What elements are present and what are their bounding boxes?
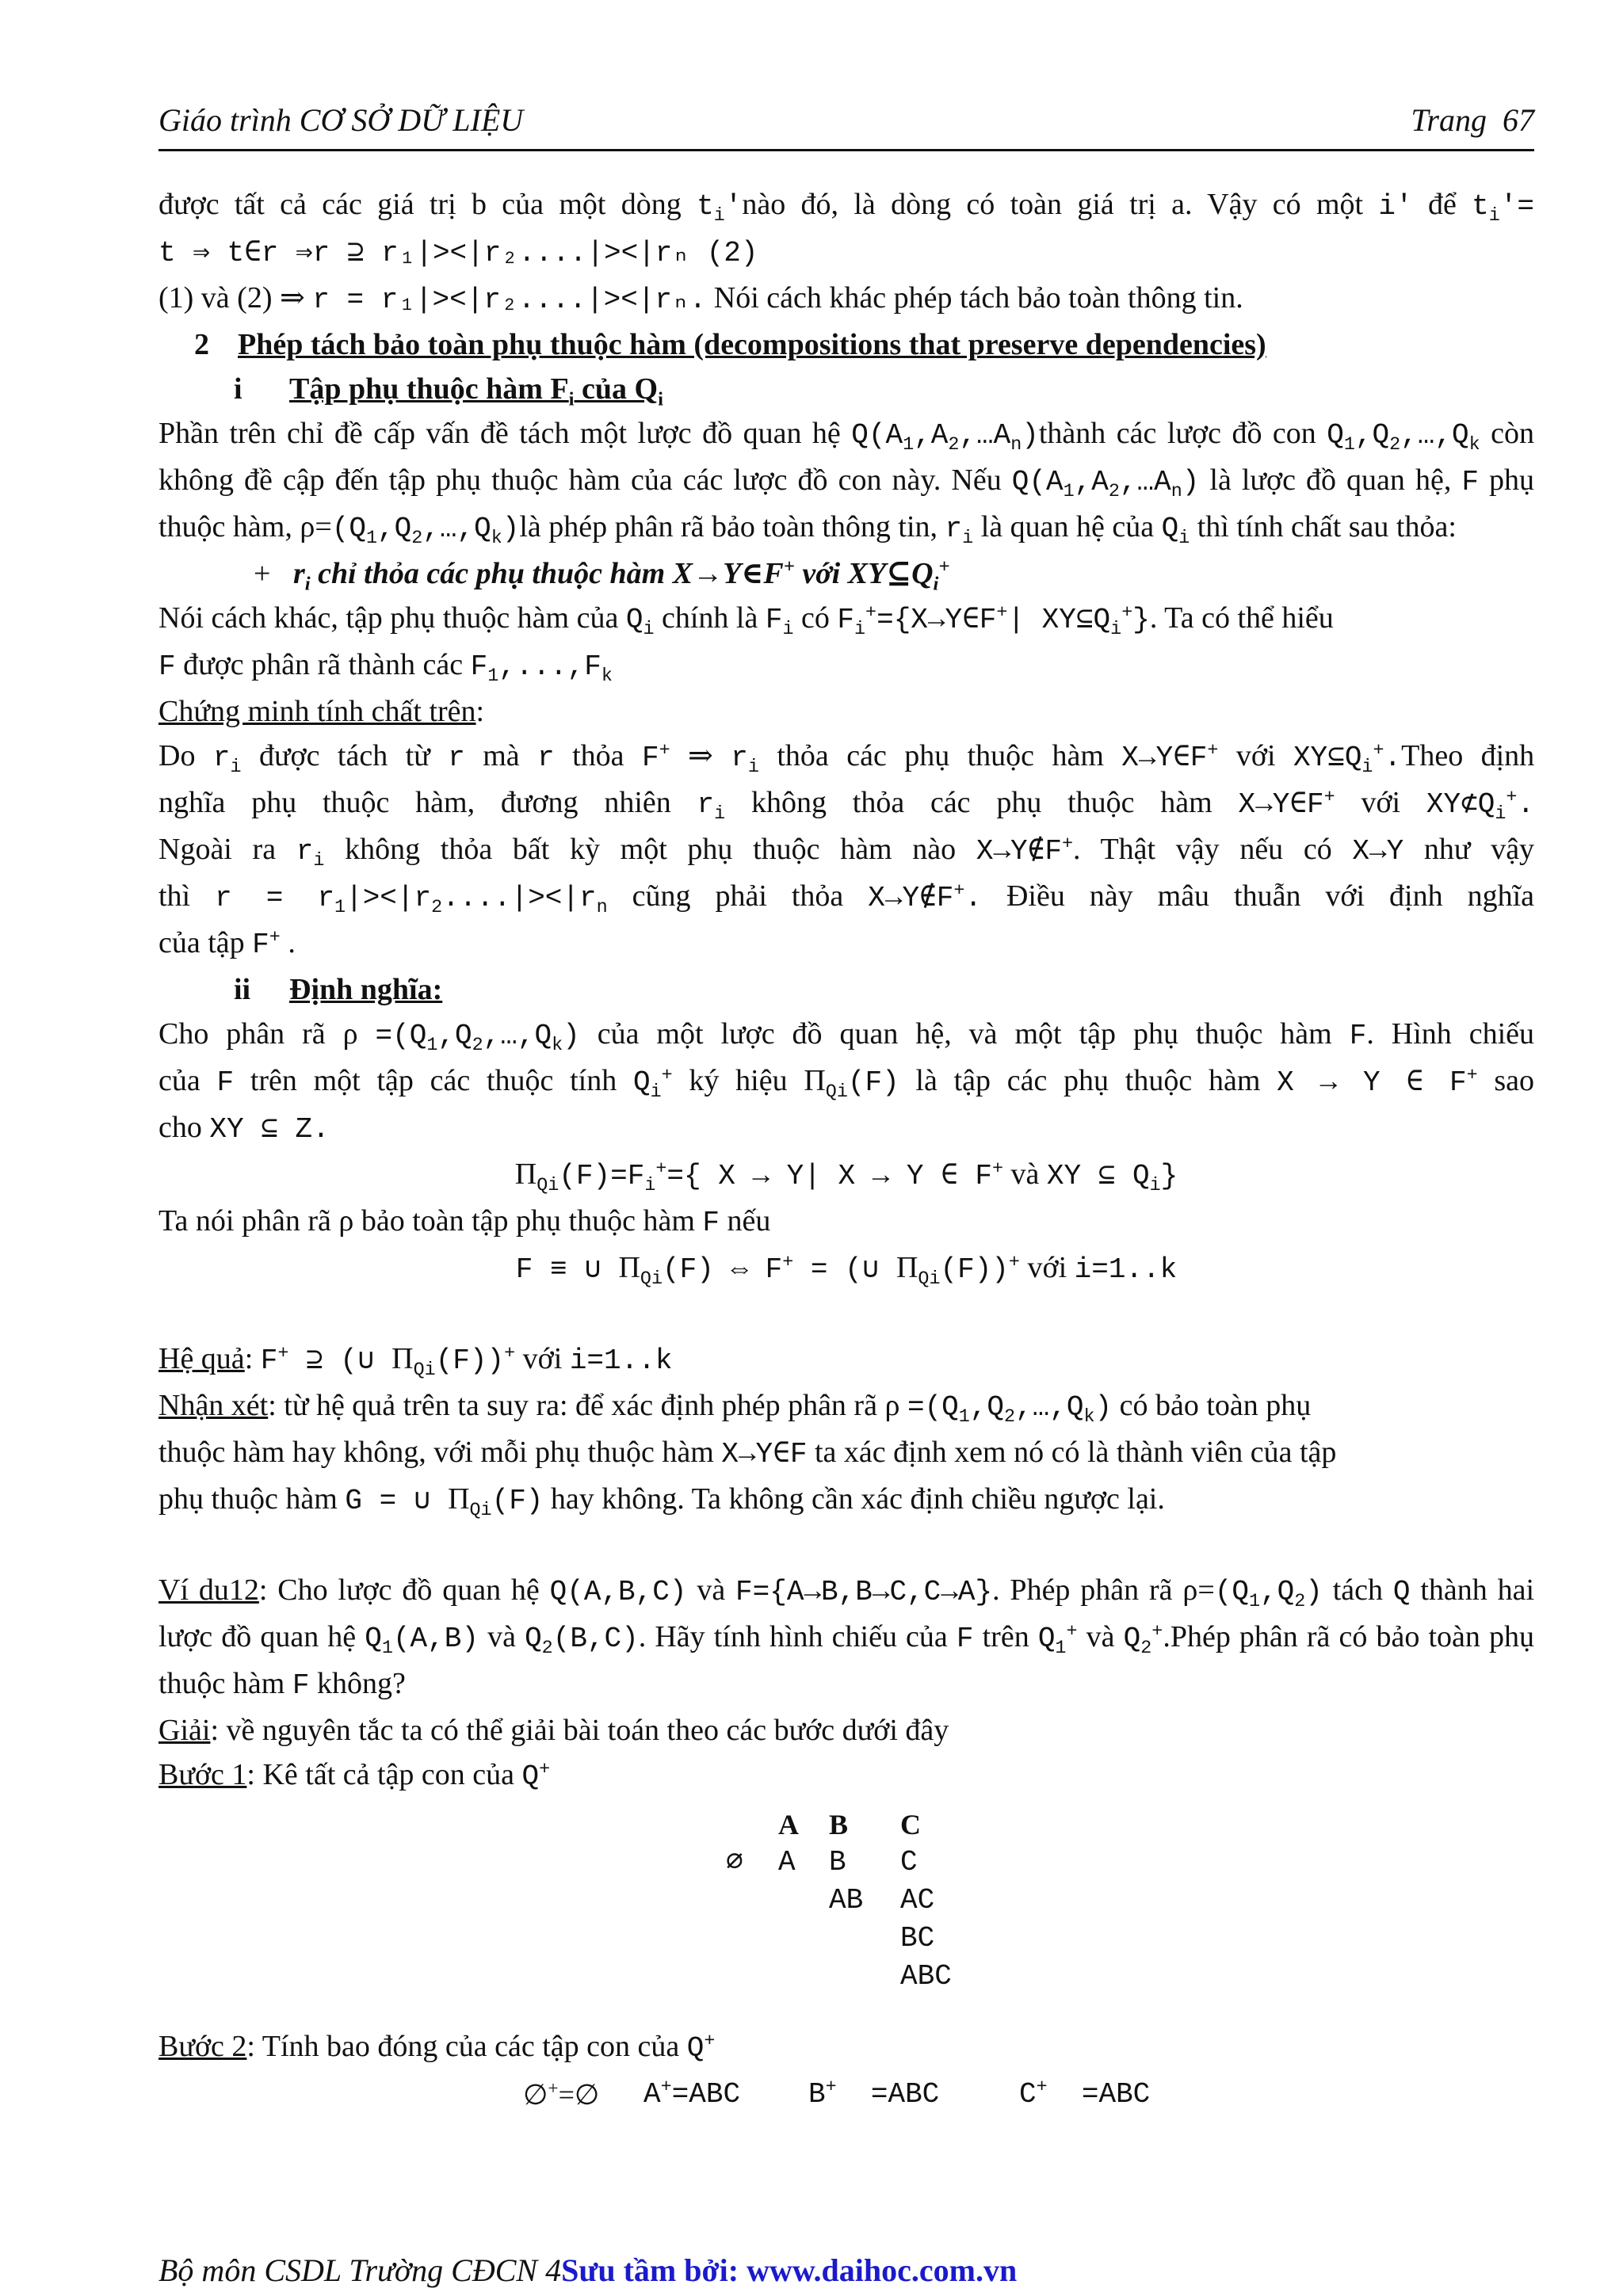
definition-line-3: cho XY ⊆ Z. xyxy=(158,1111,330,1146)
step-1: Bước 1: Kê tất cả tập con của Q+ xyxy=(158,1758,551,1793)
proof-line-2: nghĩa phụ thuộc hàm, đương nhiên $r_i$ không thỏa các phụ thuộc hàm X→Y∈F+ với $XY⊄Q_i^+$. xyxy=(158,786,1535,826)
paragraph-continuation: được tất cả các giá trị b của một dòng $t_i'nào$ đó, là dòng có toàn giá trị a. Vậy có một i′ để $t_i'=$ xyxy=(158,188,1535,227)
subset-bc: BC xyxy=(900,1922,935,1955)
subset-c: C xyxy=(900,1846,918,1878)
subsection-heading-ii: ii Định nghĩa: xyxy=(234,973,443,1006)
proof-line-1: Do $r_i$ được tách từ r mà r thỏa F+ ⇒ $r_i$ thỏa các phụ thuộc hàm X→Y∈F+ với $XY⊆Q_i^+.Theo$ định xyxy=(158,739,1535,779)
page-header xyxy=(158,101,1534,151)
document-title: Giáo trình CƠ SỞ DỮ LIỆU xyxy=(158,102,524,138)
closure-a: A+ =ABC xyxy=(643,2077,741,2111)
page-number: Trang 67 xyxy=(1411,102,1534,138)
spacer xyxy=(158,1524,1534,1568)
corollary: Hệ quả: F+ ⊇ (∪ $\Pi_{Qi}(F))^+$ với i=1..k xyxy=(158,1342,673,1382)
col-header-c: C xyxy=(900,1809,921,1840)
definition-line-1: Cho phân rã $\rho =(Q_1,Q_2,\dots,Q_k)$ của một lược đồ quan hệ, và một tập phụ thuộc hàm F. Hình chiếu xyxy=(158,1017,1535,1057)
page-body xyxy=(158,182,1534,2119)
col-header-b: B xyxy=(829,1809,849,1840)
source-credit: Sưu tầm bởi: www.daihoc.com.vn xyxy=(561,2252,1018,2288)
preservation-statement: Ta nói phân rã ρ bảo toàn tập phụ thuộc hàm F nếu xyxy=(158,1204,771,1239)
closure-empty: ∅+=∅ xyxy=(523,2078,600,2111)
step-2: Bước 2: Tính bao đóng của các tập con của Q+ xyxy=(158,2030,716,2065)
proof-line-4: thì $r = r_1|><|r_2....|><|r_n$ cũng phải thỏa X→Y∉F+. Điều này mâu thuẫn với định nghĩa xyxy=(158,879,1534,919)
closure-row xyxy=(158,2071,1534,2119)
property-bullet: + $r_i$ chỉ thỏa các phụ thuộc hàm X→Y∈F+ với $XY⊆Q_i^+$ xyxy=(254,555,950,595)
subsection-heading-i: i Tập phụ thuộc hàm $F_i$ của $Q_i$ xyxy=(234,372,663,410)
paragraph-intro: Phần trên chỉ đề cấp vấn đề tách một lược đồ quan hệ $Q(A_1,A_2,\dots A_n)thành$ các lược đồ con $Q_1,Q_2,\dots,Q_k$ còn không đề cập đến tập phụ thuộc hàm của các lược đồ con này. Nếu $Q(A_1,A_2,\dots A_n)$ là lược đồ quan hệ, F phụ thuộc hàm, $\rho=(Q_1,Q_2,\dots,Q_k)là$ phép phân rã bảo toàn thông tin, $r_i$ là quan hệ của $Q_i$ thì tính chất sau thỏa: xyxy=(158,417,1535,550)
proof-label: Chứng minh tính chất trên: xyxy=(158,695,485,728)
subset-table xyxy=(158,1802,1534,2024)
preservation-formula: F ≡ ∪ $\Pi_{Qi}(F)$ ⇔ F+ = (∪ $\Pi_{Qi}(F))^+$ với i=1..k xyxy=(515,1251,1178,1291)
subset-b: B xyxy=(829,1846,846,1878)
paragraph-restate: Nói cách khác, tập phụ thuộc hàm của $Q_i$ chính là $F_i$ có $F_i^+=\{X\to Y\in F^+|$ $XY⊆Q_i^+$}. Ta có thể hiểu F được phân rã thành các $F_1,...,F_k$ xyxy=(158,601,1334,688)
section-heading: 2 Phép tách bảo toàn phụ thuộc hàm (decompositions that preserve dependencies) xyxy=(194,328,1266,361)
solution: Giải: về nguyên tắc ta có thể giải bài toán theo các bước dưới đây xyxy=(158,1714,949,1747)
subset-ac: AC xyxy=(900,1884,935,1917)
closure-b: B+ =ABC xyxy=(808,2077,940,2111)
subset-empty: ∅ xyxy=(726,1846,743,1878)
formula-line: t ⇒ t∈r ⇒r ⊇ r₁|><|r₂....|><|rₙ (2) xyxy=(158,237,758,269)
proof-line-3: Ngoài ra $r_i$ không thỏa bất kỳ một phụ thuộc hàm nào X→Y∉F+. Thật vậy nếu có X→Y như vậy xyxy=(158,833,1535,872)
proof-line-5: của tập F+ . xyxy=(158,926,296,961)
subset-a: A xyxy=(778,1846,796,1878)
page-footer: Bộ môn CSDL Trường CĐCN 4Sưu tầm bởi: www.daihoc.com.vn xyxy=(158,2252,1018,2288)
subset-abc: ABC xyxy=(900,1960,952,1993)
definition-line-2: của F trên một tập các thuộc tính $Q_i^+$ ký hiệu $\Pi_{Qi}(F)$ là tập các phụ thuộc hàm X → Y ∈ F+ sao xyxy=(158,1064,1534,1104)
example-12: Ví du12: Cho lược đồ quan hệ Q(A,B,C) và F={A→B,B→C,C→A}. Phép phân rã $\rho=(Q_1,Q_2)$ tách Q thành hai lược đồ quan hệ $Q_1(A,B)$ và $Q_2(B,C)$. Hãy tính hình chiếu của F trên $Q_1^+$ và $Q_2^+.Phép$ phân rã có bảo toàn phụ thuộc hàm F không? xyxy=(158,1573,1535,1702)
closure-c: C+ =ABC xyxy=(1019,2077,1151,2111)
remark: Nhận xét: từ hệ quả trên ta suy ra: để xác định phép phân rã $\rho =(Q_1,Q_2,\dots,Q_k)$ có bảo toàn phụ thuộc hàm hay không, với mỗi phụ thuộc hàm X→Y∈F ta xác định xem nó có là thành viên của tập phụ thuộc hàm G = ∪ $\Pi_{Qi}(F)$ hay không. Ta không cần xác định chiều ngược lại. xyxy=(158,1389,1337,1522)
subset-ab: AB xyxy=(829,1884,864,1917)
spacer xyxy=(158,1292,1534,1337)
paragraph-conclusion: (1) và (2) ⇒ r = r₁|><|r₂....|><|rₙ. Nói cách khác phép tách bảo toàn thông tin. xyxy=(158,281,1243,316)
col-header-a: A xyxy=(778,1809,799,1840)
projection-formula: $\Pi_{Qi}(F)=F_i^+=${ X → Y| X → Y ∈ F+ và XY ⊆ $Q_i$} xyxy=(514,1158,1178,1197)
